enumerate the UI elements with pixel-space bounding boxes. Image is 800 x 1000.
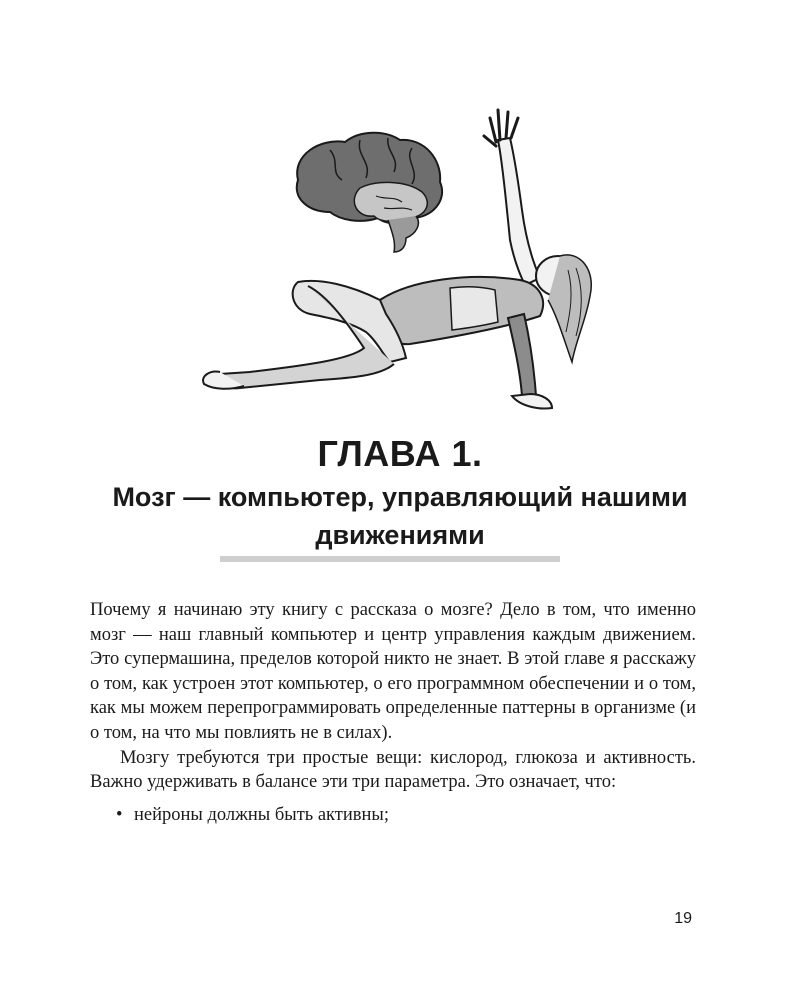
title-underline-rule [220,556,560,562]
paragraph: Почему я начинаю эту книгу с рассказа о мозге? Дело в том, что именно мозг — наш главный компьютер и центр управления каждым движением. Это супермашина, пределов которой никто не знает. В этой главе я расскажу о том, как устроен этот компьютер, о его программном обеспечении и о том, как мы можем перепрограммировать определенные паттерны в организме (и о том, на что мы повлиять не в силах). [90,600,696,743]
page-number: 19 [674,910,692,927]
chapter-heading [90,432,710,554]
chapter-number: ГЛАВА 1. [317,433,483,474]
brain-icon [297,133,442,252]
chapter-title: Мозг — компьютер, управляющий нашими движениями [112,482,688,550]
body-text [90,598,696,827]
bullet-item: • нейроны должны быть активны; [116,803,696,828]
paragraph: Мозгу требуются три простые вещи: кислород, глюкоза и активность. Важно удерживать в балансе эти три параметра. Это означает, что: [90,747,696,793]
bullet-list [90,803,696,828]
brain-and-yoga-illustration [180,100,620,430]
